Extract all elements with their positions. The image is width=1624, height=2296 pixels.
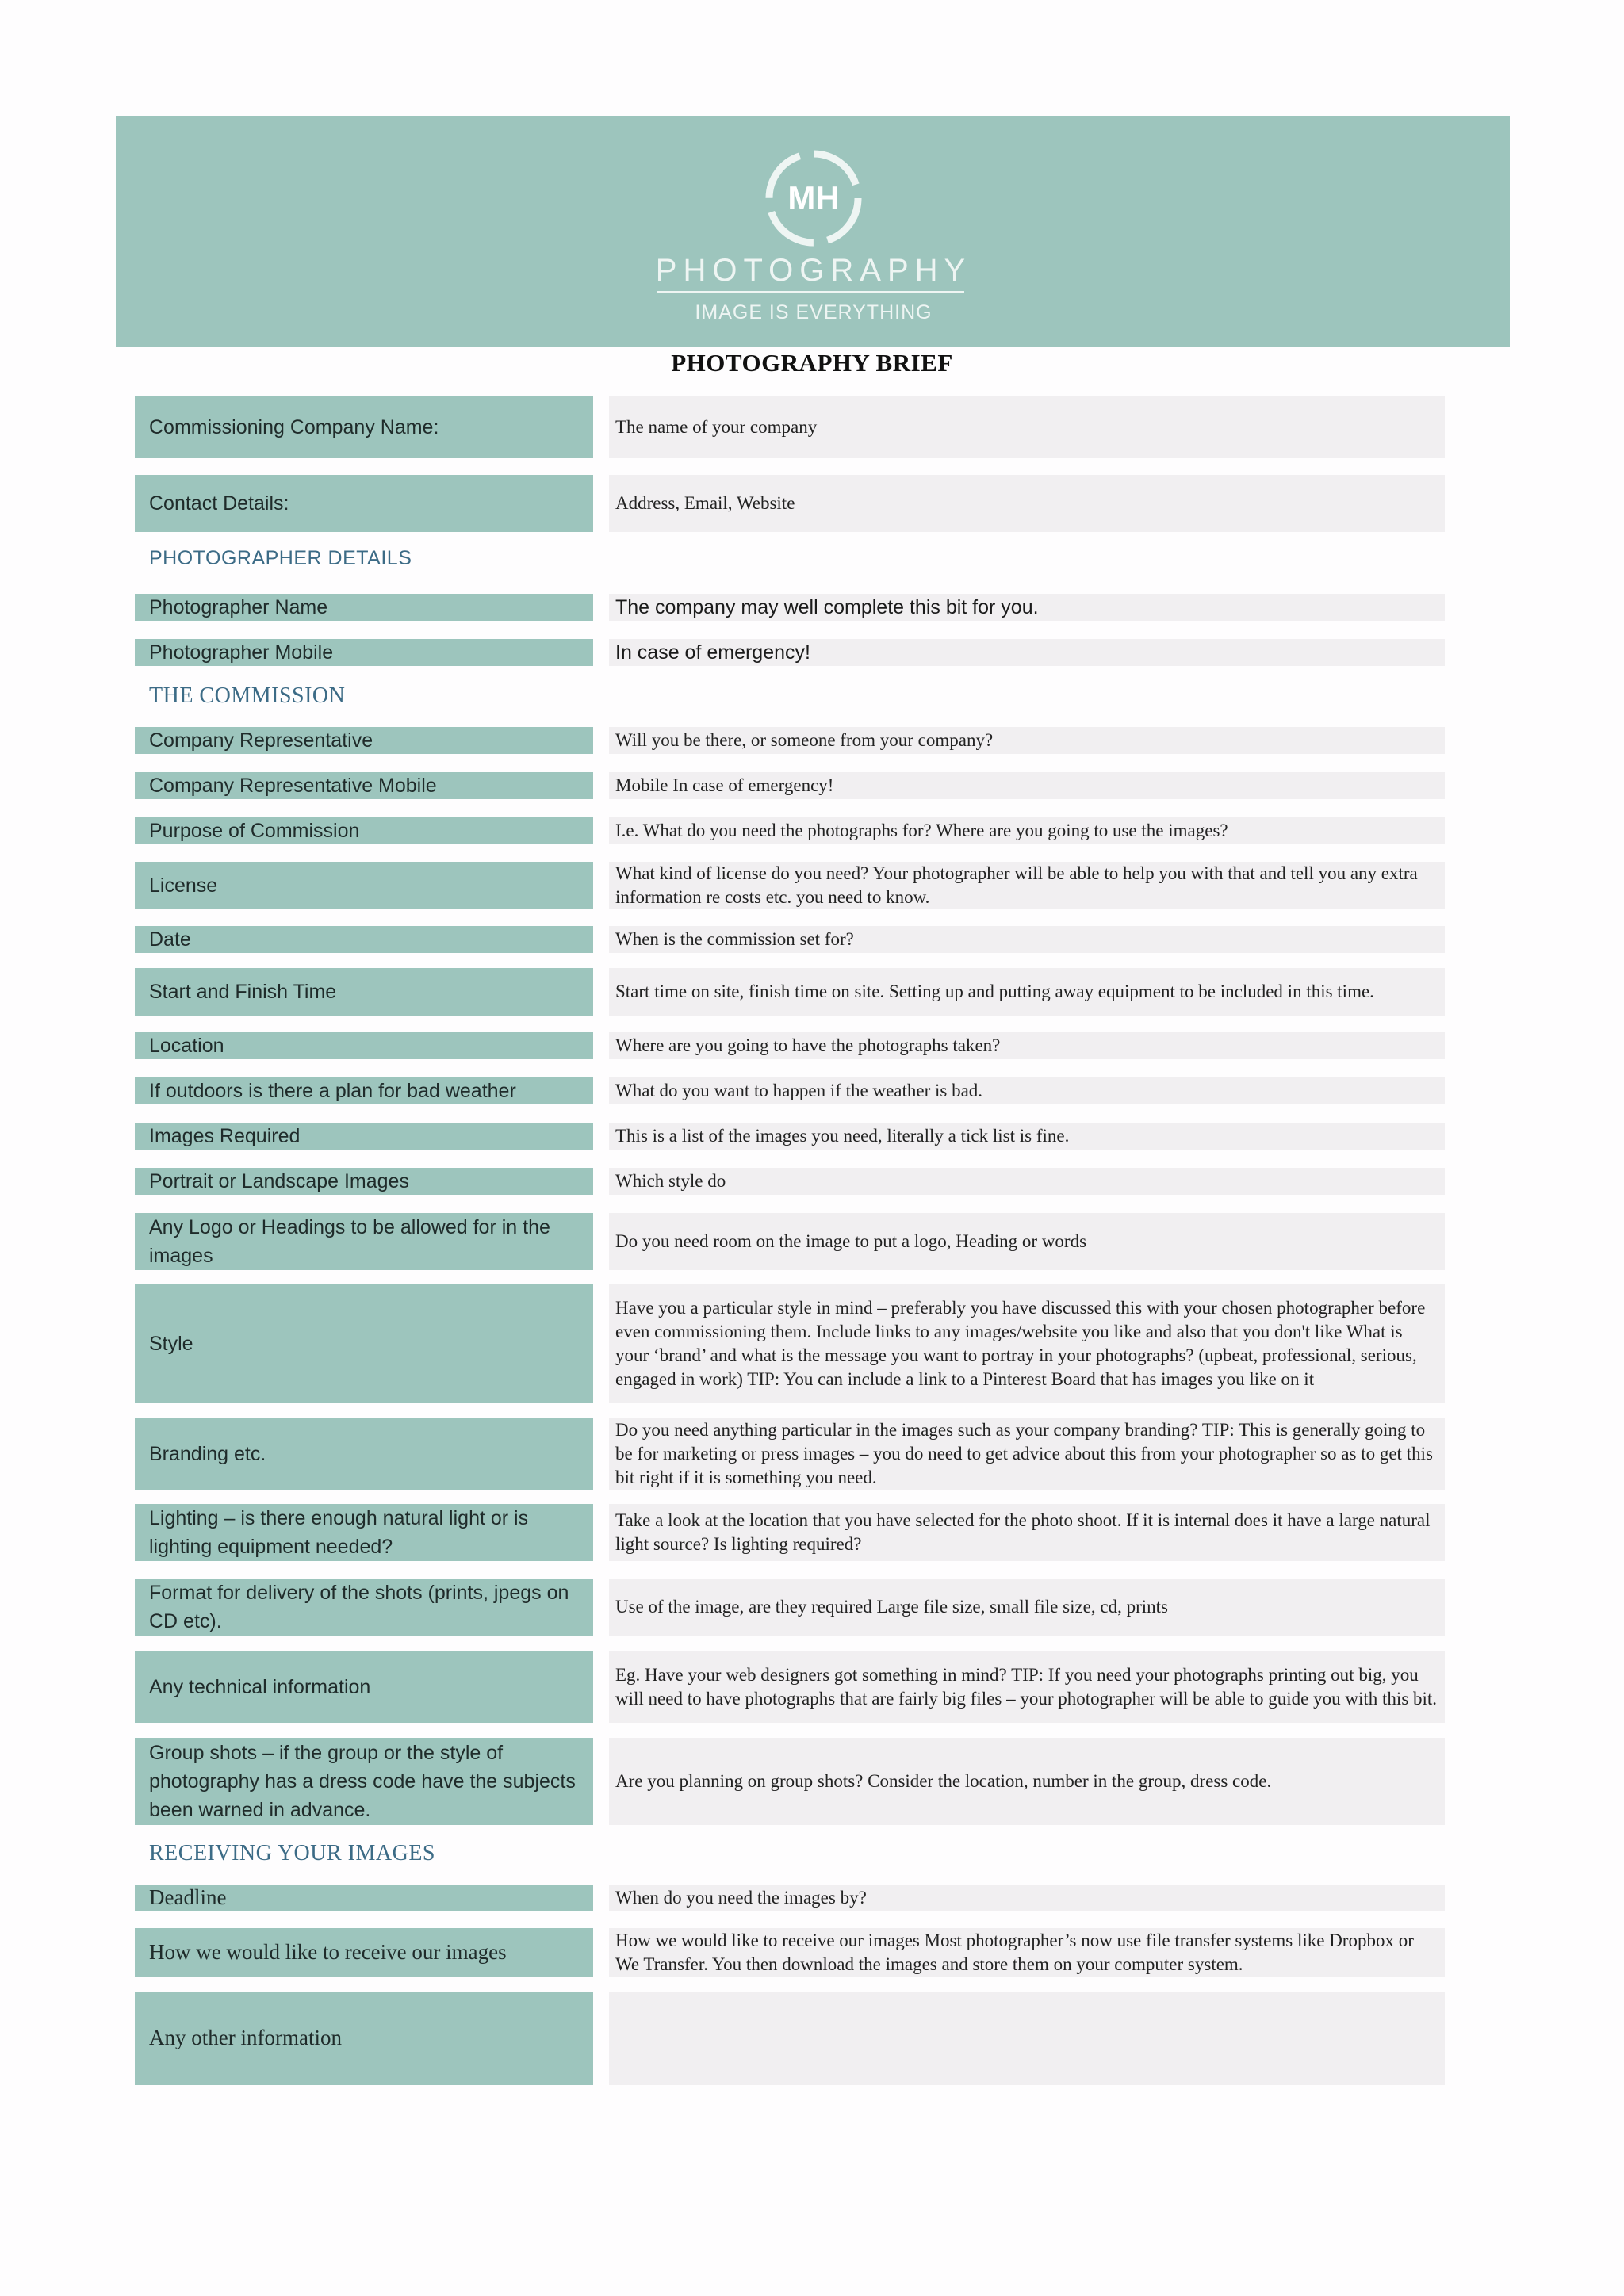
section-receiving-your-images: RECEIVING YOUR IMAGES bbox=[149, 1841, 436, 1866]
label-logo-headings: Any Logo or Headings to be allowed for in the images bbox=[135, 1213, 593, 1270]
field-location[interactable]: Where are you going to have the photographs taken? bbox=[609, 1032, 1445, 1059]
label-purpose-of-commission: Purpose of Commission bbox=[135, 817, 593, 844]
field-company-representative[interactable]: Will you be there, or someone from your company? bbox=[609, 727, 1445, 754]
logo-monogram: MH bbox=[787, 179, 840, 216]
label-portrait-landscape: Portrait or Landscape Images bbox=[135, 1168, 593, 1195]
field-commissioning-company[interactable]: The name of your company bbox=[609, 396, 1445, 458]
field-license[interactable]: What kind of license do you need? Your photographer will be able to help you with that and tell you any extra information re costs etc. you need to know. bbox=[609, 862, 1445, 909]
field-group-shots[interactable]: Are you planning on group shots? Consider the location, number in the group, dress code. bbox=[609, 1738, 1445, 1825]
section-photographer-details: PHOTOGRAPHER DETAILS bbox=[149, 547, 412, 569]
label-other-information: Any other information bbox=[135, 1992, 593, 2085]
label-start-finish-time: Start and Finish Time bbox=[135, 968, 593, 1016]
label-commissioning-company: Commissioning Company Name: bbox=[135, 396, 593, 458]
label-date: Date bbox=[135, 926, 593, 953]
label-company-representative: Company Representative bbox=[135, 727, 593, 754]
mh-photography-logo bbox=[116, 116, 1510, 347]
field-style[interactable]: Have you a particular style in mind – preferably you have discussed this with your chosen photographer before even commissioning them. Include links to any images/website you like and also that you don't like What is your ‘brand’ and what is the message you want to portray in your photographs? (upbeat, professional, serious, engaged in work) TIP: You can include a link to a Pinterest Board that has images you like on it bbox=[609, 1284, 1445, 1403]
field-purpose-of-commission[interactable]: I.e. What do you need the photographs for? Where are you going to use the images? bbox=[609, 817, 1445, 844]
label-group-shots: Group shots – if the group or the style of photography has a dress code have the subjects been warned in advance. bbox=[135, 1738, 593, 1825]
field-portrait-landscape[interactable]: Which style do bbox=[609, 1168, 1445, 1195]
field-deadline[interactable]: When do you need the images by? bbox=[609, 1885, 1445, 1911]
field-images-required[interactable]: This is a list of the images you need, literally a tick list is fine. bbox=[609, 1123, 1445, 1150]
label-photographer-name: Photographer Name bbox=[135, 594, 593, 621]
label-company-representative-mobile: Company Representative Mobile bbox=[135, 772, 593, 799]
label-bad-weather-plan: If outdoors is there a plan for bad weather bbox=[135, 1077, 593, 1104]
label-license: License bbox=[135, 862, 593, 909]
field-technical-information[interactable]: Eg. Have your web designers got something in mind? TIP: If you need your photographs printing out big, you will need to have photographs that are fairly big files – your photographer will be able to guide you with this bit. bbox=[609, 1651, 1445, 1723]
label-technical-information: Any technical information bbox=[135, 1651, 593, 1723]
field-photographer-name[interactable]: The company may well complete this bit for you. bbox=[609, 594, 1445, 621]
field-other-information[interactable] bbox=[609, 1992, 1445, 2085]
field-branding[interactable]: Do you need anything particular in the images such as your company branding? TIP: This is generally going to be for marketing or press images – you do need to get advice about this from your photographer so as to get this bit right if it is something you need. bbox=[609, 1418, 1445, 1490]
label-contact-details: Contact Details: bbox=[135, 475, 593, 532]
logo-word: PHOTOGRAPHY bbox=[655, 253, 972, 288]
logo-tagline: IMAGE IS EVERYTHING bbox=[695, 301, 933, 323]
document-title: PHOTOGRAPHY BRIEF bbox=[671, 349, 953, 377]
label-location: Location bbox=[135, 1032, 593, 1059]
label-images-required: Images Required bbox=[135, 1123, 593, 1150]
field-date[interactable]: When is the commission set for? bbox=[609, 926, 1445, 953]
label-lighting: Lighting – is there enough natural light or is lighting equipment needed? bbox=[135, 1504, 593, 1561]
field-bad-weather-plan[interactable]: What do you want to happen if the weather is bad. bbox=[609, 1077, 1445, 1104]
section-the-commission: THE COMMISSION bbox=[149, 683, 346, 708]
label-branding: Branding etc. bbox=[135, 1418, 593, 1490]
field-receive-images[interactable]: How we would like to receive our images Most photographer’s now use file transfer systems like Dropbox or We Transfer. You then download the images and store them on your computer system. bbox=[609, 1928, 1445, 1977]
field-logo-headings[interactable]: Do you need room on the image to put a logo, Heading or words bbox=[609, 1213, 1445, 1270]
label-deadline: Deadline bbox=[135, 1885, 593, 1911]
label-receive-images: How we would like to receive our images bbox=[135, 1928, 593, 1977]
field-delivery-format[interactable]: Use of the image, are they required Large file size, small file size, cd, prints bbox=[609, 1578, 1445, 1636]
label-delivery-format: Format for delivery of the shots (prints, jpegs on CD etc). bbox=[135, 1578, 593, 1636]
label-photographer-mobile: Photographer Mobile bbox=[135, 639, 593, 666]
header-banner bbox=[116, 116, 1510, 347]
field-photographer-mobile[interactable]: In case of emergency! bbox=[609, 639, 1445, 666]
field-company-representative-mobile[interactable]: Mobile In case of emergency! bbox=[609, 772, 1445, 799]
label-style: Style bbox=[135, 1284, 593, 1403]
field-start-finish-time[interactable]: Start time on site, finish time on site. Setting up and putting away equipment to be included in this time. bbox=[609, 968, 1445, 1016]
field-contact-details[interactable]: Address, Email, Website bbox=[609, 475, 1445, 532]
field-lighting[interactable]: Take a look at the location that you have selected for the photo shoot. If it is internal does it have a large natural light source? Is lighting required? bbox=[609, 1504, 1445, 1561]
